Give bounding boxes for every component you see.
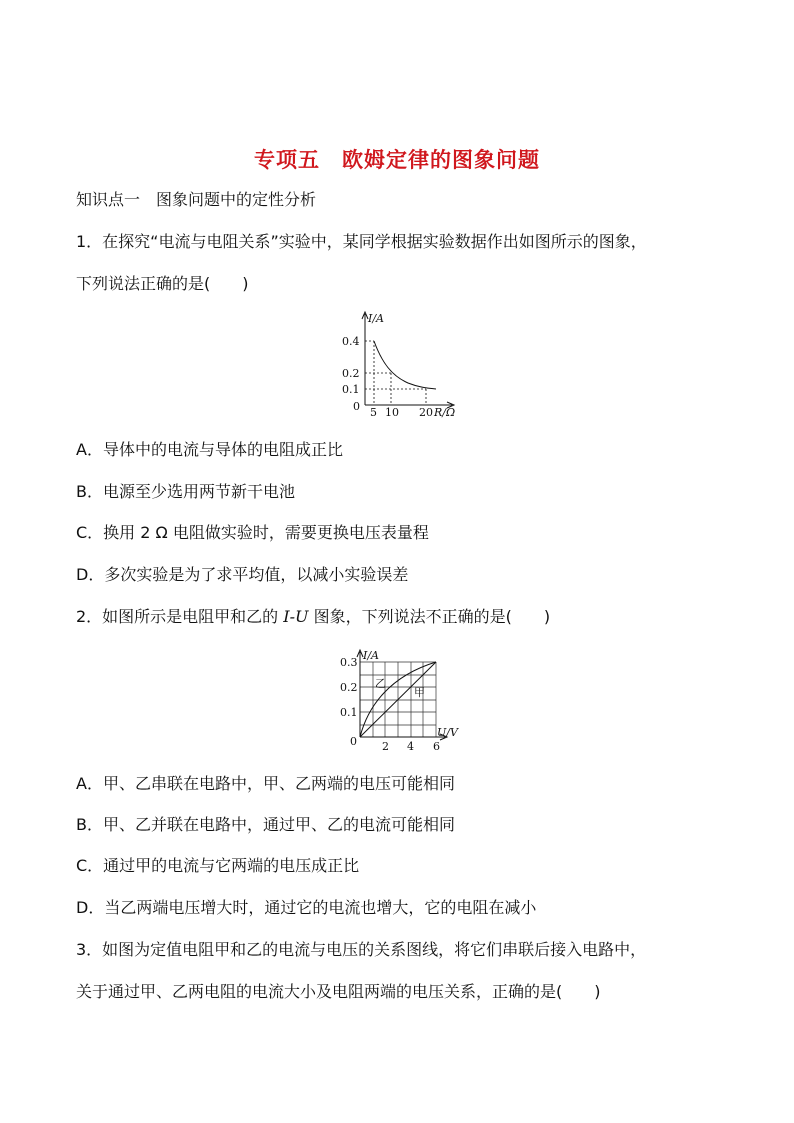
q2-option-b: B．甲、乙并联在电路中，通过甲、乙的电流可能相同 xyxy=(76,815,455,834)
q1-x-label: R/Ω xyxy=(434,406,456,418)
q1-xtick-10: 10 xyxy=(385,406,399,418)
q2-option-a: A．甲、乙串联在电路中，甲、乙两端的电压可能相同 xyxy=(76,774,455,793)
q3-stem-line1: 3．如图为定值电阻甲和乙的电流与电压的关系图线，将它们串联后接入电路中， xyxy=(76,940,647,959)
q1-ytick-01: 0.1 xyxy=(342,383,360,396)
q1-origin: 0 xyxy=(353,400,360,413)
q2-y-label: I/A xyxy=(363,649,379,662)
q1-stem-line1: 1．在探究“电流与电阻关系”实验中，某同学根据实验数据作出如图所示的图象， xyxy=(76,232,647,251)
q1-option-d: D．多次实验是为了求平均值，以减小实验误差 xyxy=(76,565,409,584)
q2-option-d: D．当乙两端电压增大时，通过它的电流也增大，它的电阻在减小 xyxy=(76,898,537,917)
q2-stem-var: I-U xyxy=(283,607,309,626)
q2-origin: 0 xyxy=(350,735,357,748)
q1-curve xyxy=(374,341,436,389)
q2-label-yi: 乙 xyxy=(375,677,386,690)
q2-xtick-2: 2 xyxy=(382,740,389,753)
q2-ytick-02: 0.2 xyxy=(340,681,358,694)
q1-y-label: I/A xyxy=(368,312,384,325)
q2-label-jia: 甲 xyxy=(414,686,425,699)
q1-stem-line2: 下列说法正确的是( ) xyxy=(76,274,249,293)
q1-ytick-02: 0.2 xyxy=(342,367,360,380)
q3-stem-line2: 关于通过甲、乙两电阻的电流大小及电阻两端的电压关系，正确的是( ) xyxy=(76,982,601,1001)
q2-x-label: U/V xyxy=(437,726,458,739)
q2-figure xyxy=(335,646,470,756)
q2-xtick-4: 4 xyxy=(407,740,414,753)
q1-xtick-20: 20 xyxy=(419,406,433,418)
q1-figure xyxy=(330,308,470,418)
q1-option-a: A．导体中的电流与导体的电阻成正比 xyxy=(76,440,343,459)
section-heading: 知识点一 图象问题中的定性分析 xyxy=(76,190,317,209)
q1-xtick-5: 5 xyxy=(370,406,377,418)
page-title: 专项五 欧姆定律的图象问题 xyxy=(254,148,540,172)
q1-option-b: B．电源至少选用两节新干电池 xyxy=(76,482,295,501)
q2-ytick-03: 0.3 xyxy=(340,656,358,669)
q2-xtick-6: 6 xyxy=(433,740,440,753)
q2-option-c: C．通过甲的电流与它两端的电压成正比 xyxy=(76,856,360,875)
q1-ytick-04: 0.4 xyxy=(342,335,360,348)
q2-ytick-01: 0.1 xyxy=(340,706,358,719)
q1-option-c: C．换用 2 Ω 电阻做实验时，需要更换电压表量程 xyxy=(76,523,429,542)
q2-stem xyxy=(76,606,550,628)
q2-stem-prefix: 2．如图所示是电阻甲和乙的 xyxy=(76,607,284,626)
q2-stem-suffix: 图象，下列说法不正确的是( ) xyxy=(308,607,551,626)
